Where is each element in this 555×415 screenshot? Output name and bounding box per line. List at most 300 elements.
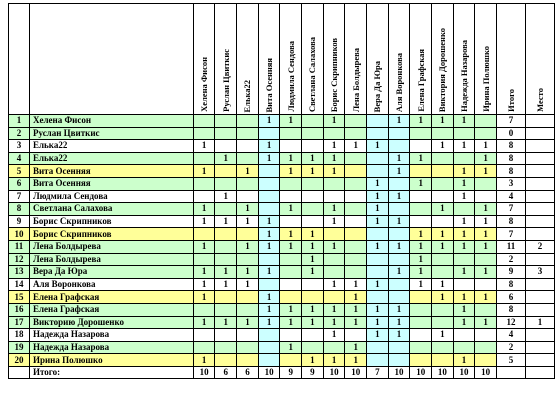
score-cell (475, 190, 497, 203)
row-total: 4 (496, 329, 525, 342)
row-total: 8 (496, 152, 525, 165)
score-cell (258, 190, 280, 203)
row-place (525, 127, 554, 140)
row-name: Лена Болдырева (29, 240, 193, 253)
score-cell (367, 152, 389, 165)
score-cell: 1 (193, 203, 215, 216)
score-cell (388, 354, 410, 367)
score-cell (432, 354, 454, 367)
score-cell: 1 (323, 203, 345, 216)
score-cell: 1 (388, 215, 410, 228)
row-index: 1 (9, 115, 30, 128)
table-row (9, 354, 555, 367)
column-header (323, 4, 345, 115)
row-total: 8 (496, 140, 525, 153)
row-total: 8 (496, 165, 525, 178)
score-cell (280, 127, 302, 140)
score-cell (475, 303, 497, 316)
row-index: 10 (9, 228, 30, 241)
score-cell (237, 140, 259, 153)
score-cell (215, 165, 237, 178)
score-cell: 1 (193, 316, 215, 329)
row-index: 11 (9, 240, 30, 253)
score-cell: 1 (410, 240, 432, 253)
score-cell: 1 (410, 115, 432, 128)
column-header-label: Борис Скрипников (329, 37, 340, 112)
score-cell (237, 291, 259, 304)
row-name: Борис Скрипников (29, 215, 193, 228)
score-cell: 1 (302, 303, 324, 316)
total-header (496, 4, 525, 115)
score-cell (302, 291, 324, 304)
score-cell: 1 (453, 228, 475, 241)
row-index: 12 (9, 253, 30, 266)
score-cell (193, 303, 215, 316)
row-place (525, 203, 554, 216)
score-cell: 1 (367, 203, 389, 216)
score-cell: 1 (453, 240, 475, 253)
score-cell (237, 177, 259, 190)
score-cell: 1 (302, 253, 324, 266)
score-cell: 1 (215, 152, 237, 165)
score-cell (302, 215, 324, 228)
score-cell: 1 (280, 303, 302, 316)
score-cell: 1 (258, 316, 280, 329)
score-cell: 1 (367, 303, 389, 316)
score-cell: 1 (475, 152, 497, 165)
score-cell: 1 (280, 341, 302, 354)
score-cell: 1 (388, 329, 410, 342)
row-index: 4 (9, 152, 30, 165)
row-index: 13 (9, 266, 30, 279)
score-cell (258, 329, 280, 342)
score-cell (367, 165, 389, 178)
row-total: 2 (496, 253, 525, 266)
score-cell: 1 (432, 115, 454, 128)
score-cell (258, 165, 280, 178)
score-cell: 1 (475, 215, 497, 228)
score-cell: 1 (280, 316, 302, 329)
row-index: 20 (9, 354, 30, 367)
row-total: 9 (496, 266, 525, 279)
row-place (525, 190, 554, 203)
footer-place (525, 366, 554, 379)
score-cell (302, 278, 324, 291)
score-cell (280, 354, 302, 367)
table-row (9, 115, 555, 128)
score-cell: 1 (323, 215, 345, 228)
column-header-label: Аля Воронкова (394, 52, 405, 112)
score-cell: 1 (475, 228, 497, 241)
table-row (9, 278, 555, 291)
score-cell: 1 (237, 278, 259, 291)
column-header (367, 4, 389, 115)
footer-label: Итого: (29, 366, 193, 379)
score-cell: 1 (280, 115, 302, 128)
score-cell (237, 115, 259, 128)
row-name: Елена Графская (29, 291, 193, 304)
score-cell (432, 190, 454, 203)
score-cell (323, 341, 345, 354)
score-cell: 1 (215, 190, 237, 203)
score-cell: 1 (432, 278, 454, 291)
score-cell: 1 (388, 115, 410, 128)
score-cell: 1 (432, 228, 454, 241)
row-place (525, 341, 554, 354)
score-cell (215, 140, 237, 153)
score-cell (302, 329, 324, 342)
score-cell: 1 (323, 278, 345, 291)
header-corner-name (29, 4, 193, 115)
row-name: Хелена Фисон (29, 115, 193, 128)
score-cell: 1 (367, 278, 389, 291)
column-header-label: Лена Болдырева (350, 47, 361, 112)
score-cell: 1 (193, 291, 215, 304)
score-cell (410, 316, 432, 329)
score-cell: 1 (323, 165, 345, 178)
row-name: Людмила Сендова (29, 190, 193, 203)
score-cell (258, 341, 280, 354)
score-cell: 1 (302, 152, 324, 165)
score-cell: 1 (258, 291, 280, 304)
score-cell (367, 291, 389, 304)
row-name: Елька22 (29, 152, 193, 165)
score-cell: 1 (388, 240, 410, 253)
score-cell (323, 228, 345, 241)
score-cell: 1 (323, 240, 345, 253)
score-cell (237, 152, 259, 165)
table-row (9, 266, 555, 279)
score-cell (432, 253, 454, 266)
score-cell (475, 127, 497, 140)
row-total: 3 (496, 177, 525, 190)
column-header-label: Ирина Полюшко (480, 46, 491, 112)
score-cell: 1 (388, 303, 410, 316)
column-header (475, 4, 497, 115)
score-cell (388, 341, 410, 354)
score-cell (193, 228, 215, 241)
row-place (525, 329, 554, 342)
row-place (525, 115, 554, 128)
table-row (9, 140, 555, 153)
score-cell (258, 203, 280, 216)
score-cell: 1 (475, 316, 497, 329)
score-cell: 1 (237, 165, 259, 178)
row-name: Ирина Полюшко (29, 354, 193, 367)
row-total: 11 (496, 240, 525, 253)
column-header (302, 4, 324, 115)
score-cell: 1 (388, 190, 410, 203)
score-cell: 1 (237, 266, 259, 279)
table-row (9, 190, 555, 203)
score-cell: 1 (475, 266, 497, 279)
score-cell (345, 115, 367, 128)
score-cell: 1 (237, 240, 259, 253)
row-index: 6 (9, 177, 30, 190)
table-row (9, 341, 555, 354)
column-header-label: Вера Да Юра (372, 60, 383, 112)
footer-sum: 9 (302, 366, 324, 379)
score-cell: 1 (410, 177, 432, 190)
score-cell: 1 (475, 240, 497, 253)
score-cell: 1 (345, 278, 367, 291)
score-cell (215, 303, 237, 316)
row-index: 8 (9, 203, 30, 216)
row-index: 17 (9, 316, 30, 329)
score-cell (410, 203, 432, 216)
column-header-label: Вита Осенняя (264, 57, 275, 112)
header-corner-index (9, 4, 30, 115)
footer-sum: 10 (258, 366, 280, 379)
row-place (525, 253, 554, 266)
row-name: Вера Да Юра (29, 266, 193, 279)
score-cell: 1 (475, 165, 497, 178)
score-cell (280, 253, 302, 266)
row-name: Аля Воронкова (29, 278, 193, 291)
score-cell: 1 (345, 341, 367, 354)
header-row (9, 4, 555, 115)
table-row (9, 253, 555, 266)
score-cell: 1 (323, 354, 345, 367)
row-index: 5 (9, 165, 30, 178)
score-cell (345, 152, 367, 165)
score-cell (215, 329, 237, 342)
score-cell (237, 329, 259, 342)
score-cell (475, 253, 497, 266)
score-cell: 1 (388, 165, 410, 178)
footer-sum: 10 (432, 366, 454, 379)
place-header (525, 4, 554, 115)
score-cell (280, 266, 302, 279)
row-place (525, 354, 554, 367)
footer-index (9, 366, 30, 379)
score-cell: 1 (453, 291, 475, 304)
score-cell: 1 (302, 165, 324, 178)
table-row (9, 203, 555, 216)
score-cell (388, 228, 410, 241)
column-header-label: Светлана Салахова (307, 36, 318, 112)
score-cell: 1 (258, 240, 280, 253)
column-header-label: Елена Графская (415, 49, 426, 112)
footer-sum: 7 (367, 366, 389, 379)
score-cell (367, 354, 389, 367)
score-cell: 1 (258, 228, 280, 241)
score-cell (410, 329, 432, 342)
score-cell (193, 115, 215, 128)
score-cell (432, 341, 454, 354)
footer-row (9, 366, 555, 379)
score-cell (258, 127, 280, 140)
row-place: 3 (525, 266, 554, 279)
score-cell (475, 177, 497, 190)
place-header-label: Место (534, 88, 545, 112)
footer-sum: 10 (410, 366, 432, 379)
score-cell: 1 (345, 316, 367, 329)
score-cell (215, 291, 237, 304)
score-cell (345, 215, 367, 228)
table-row (9, 316, 555, 329)
score-cell (302, 341, 324, 354)
score-cell: 1 (323, 152, 345, 165)
score-cell: 1 (453, 165, 475, 178)
score-cell (432, 303, 454, 316)
score-cell (453, 278, 475, 291)
score-cell (388, 253, 410, 266)
row-total: 0 (496, 127, 525, 140)
row-place (525, 165, 554, 178)
score-cell: 1 (258, 140, 280, 153)
column-header-label: Хелена Фисон (199, 57, 210, 112)
score-cell (193, 253, 215, 266)
score-cell (345, 127, 367, 140)
score-cell (215, 341, 237, 354)
score-cell: 1 (323, 140, 345, 153)
score-cell (215, 203, 237, 216)
score-cell (237, 341, 259, 354)
score-cell: 1 (453, 266, 475, 279)
column-header (388, 4, 410, 115)
column-header-label: Елька22 (242, 79, 253, 112)
score-cell (345, 165, 367, 178)
score-cell (410, 165, 432, 178)
score-cell (193, 177, 215, 190)
score-cell (345, 240, 367, 253)
score-cell (388, 127, 410, 140)
score-cell: 1 (345, 140, 367, 153)
score-cell (410, 140, 432, 153)
footer-sum: 6 (237, 366, 259, 379)
score-cell (215, 127, 237, 140)
score-cell (215, 354, 237, 367)
score-cell (367, 127, 389, 140)
column-header (345, 4, 367, 115)
score-cell: 1 (475, 140, 497, 153)
score-cell: 1 (388, 266, 410, 279)
row-place (525, 291, 554, 304)
row-name: Светлана Салахова (29, 203, 193, 216)
row-index: 3 (9, 140, 30, 153)
score-cell (237, 228, 259, 241)
row-name: Елена Графская (29, 303, 193, 316)
table-row (9, 152, 555, 165)
score-cell (453, 152, 475, 165)
row-place (525, 177, 554, 190)
score-cell (345, 177, 367, 190)
score-cell (215, 177, 237, 190)
footer-sum: 6 (215, 366, 237, 379)
score-cell: 1 (432, 329, 454, 342)
score-cell (410, 127, 432, 140)
row-index: 19 (9, 341, 30, 354)
score-cell (410, 291, 432, 304)
score-cell (302, 190, 324, 203)
footer-total (496, 366, 525, 379)
score-cell: 1 (258, 266, 280, 279)
score-cell (388, 140, 410, 153)
score-cell: 1 (432, 291, 454, 304)
score-cell (280, 215, 302, 228)
score-cell: 1 (345, 303, 367, 316)
score-cell: 1 (453, 354, 475, 367)
score-cell: 1 (258, 215, 280, 228)
score-cell: 1 (280, 228, 302, 241)
table-row (9, 165, 555, 178)
footer-sum: 10 (345, 366, 367, 379)
score-cell: 1 (215, 316, 237, 329)
column-header (258, 4, 280, 115)
score-cell: 1 (193, 165, 215, 178)
score-cell (302, 203, 324, 216)
score-cell (237, 127, 259, 140)
score-cell: 1 (302, 354, 324, 367)
column-header (280, 4, 302, 115)
footer-sum: 10 (453, 366, 475, 379)
score-cell: 1 (280, 165, 302, 178)
score-cell: 1 (388, 316, 410, 329)
score-cell (475, 341, 497, 354)
score-cell (258, 354, 280, 367)
column-header (410, 4, 432, 115)
score-cell: 1 (302, 228, 324, 241)
total-header-label: Итого (505, 89, 516, 112)
score-cell (237, 354, 259, 367)
score-cell: 1 (193, 140, 215, 153)
row-total: 4 (496, 190, 525, 203)
score-cell: 1 (367, 240, 389, 253)
row-total: 6 (496, 291, 525, 304)
score-cell: 1 (323, 329, 345, 342)
score-cell (323, 177, 345, 190)
table-row (9, 127, 555, 140)
row-name: Вита Осенняя (29, 165, 193, 178)
score-table (8, 3, 555, 379)
column-header-label: Руслан Цвиткис (220, 49, 231, 112)
score-cell (215, 228, 237, 241)
score-cell (410, 341, 432, 354)
score-cell (345, 190, 367, 203)
score-cell (193, 329, 215, 342)
score-cell (302, 140, 324, 153)
score-cell: 1 (215, 266, 237, 279)
row-name: Викторию Дорошенко (29, 316, 193, 329)
score-cell (237, 190, 259, 203)
row-index: 15 (9, 291, 30, 304)
row-name: Руслан Цвиткис (29, 127, 193, 140)
score-cell (193, 190, 215, 203)
row-index: 2 (9, 127, 30, 140)
score-cell: 1 (280, 152, 302, 165)
table-row (9, 240, 555, 253)
score-cell (280, 190, 302, 203)
score-cell (280, 177, 302, 190)
score-cell: 1 (367, 190, 389, 203)
row-total: 5 (496, 354, 525, 367)
footer-sum: 10 (193, 366, 215, 379)
table-row (9, 177, 555, 190)
score-cell (475, 329, 497, 342)
footer-sum: 9 (280, 366, 302, 379)
score-cell (410, 354, 432, 367)
score-cell (432, 266, 454, 279)
score-cell (432, 316, 454, 329)
column-header-label: Людмила Сендова (285, 41, 296, 112)
row-total: 7 (496, 228, 525, 241)
score-cell (302, 177, 324, 190)
score-cell (453, 203, 475, 216)
score-cell (345, 228, 367, 241)
score-cell (432, 152, 454, 165)
row-place: 2 (525, 240, 554, 253)
